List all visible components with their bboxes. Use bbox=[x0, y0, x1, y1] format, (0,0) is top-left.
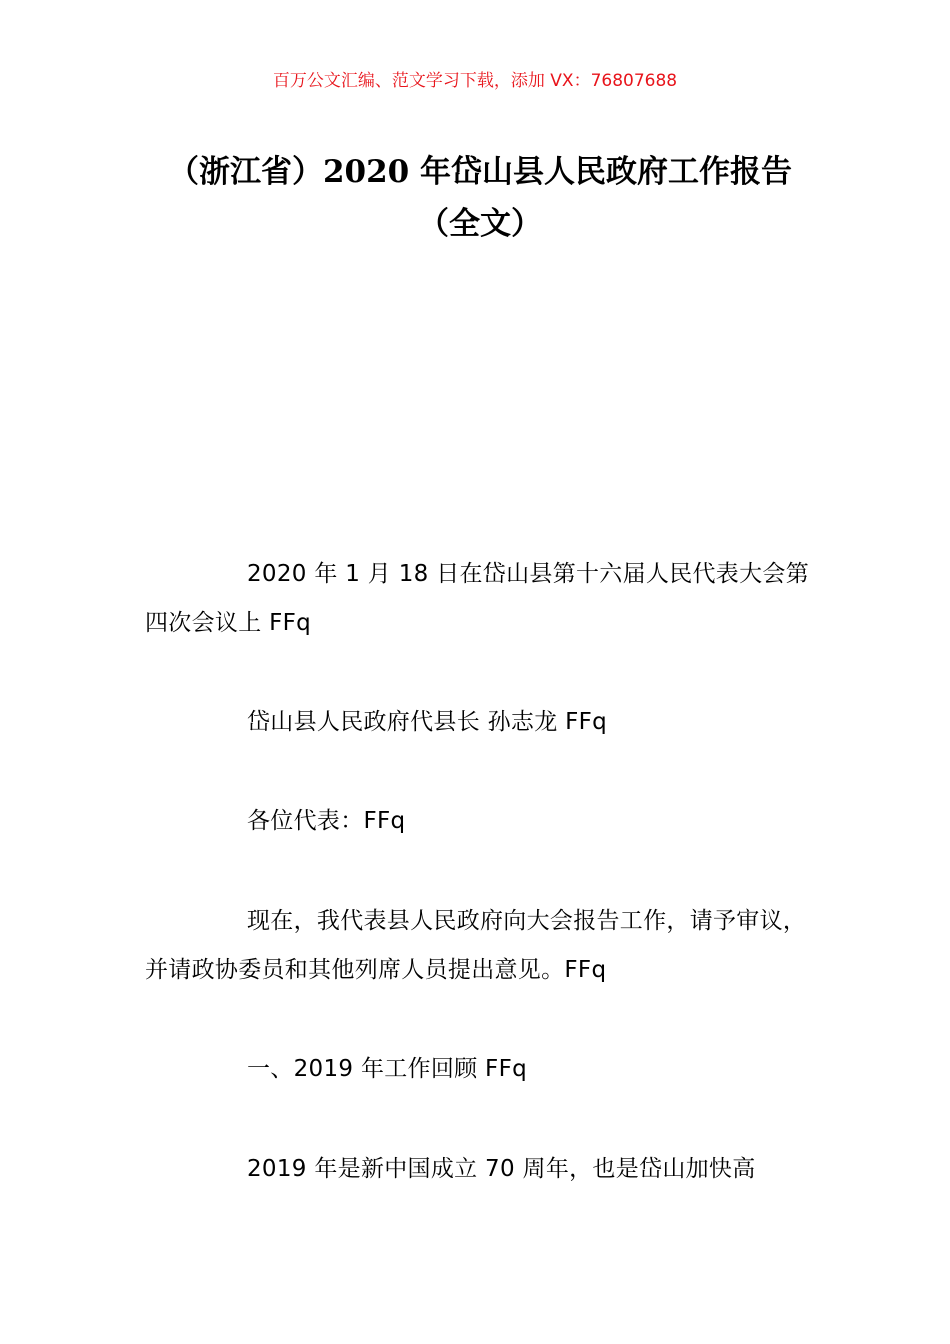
paragraph-speaker: 岱山县人民政府代县长 孙志龙 FFq bbox=[247, 709, 608, 735]
paragraph-meeting-info: 2020 年 1 月 18 日在岱山县第十六届人民代表大会第四次会议上 FFq bbox=[145, 561, 809, 636]
section-heading: 一、2019 年工作回顾 FFq bbox=[247, 1056, 528, 1082]
document-title: （浙江省）2020 年岱山县人民政府工作报告（全文） bbox=[167, 154, 793, 242]
paragraph-salutation: 各位代表：FFq bbox=[247, 808, 406, 834]
paragraph-body: 2019 年是新中国成立 70 周年，也是岱山加快高 bbox=[247, 1156, 756, 1182]
paragraph-opening: 现在，我代表县人民政府向大会报告工作，请予审议，并请政协委员和其他列席人员提出意见。FFq bbox=[145, 908, 807, 983]
watermark-header: 百万公文汇编、范文学习下载，添加 VX：76807688 bbox=[272, 71, 678, 91]
